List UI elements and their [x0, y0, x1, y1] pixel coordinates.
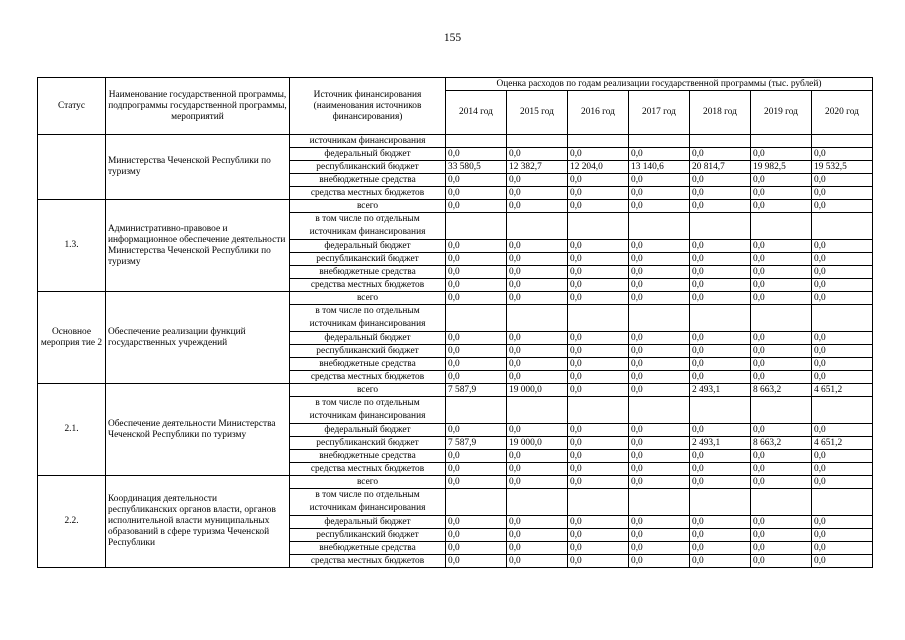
value-cell: 0,0 [690, 450, 751, 463]
value-cell: 0,0 [751, 187, 812, 200]
value-cell [690, 397, 751, 424]
value-cell: 0,0 [446, 279, 507, 292]
value-cell: 0,0 [568, 148, 629, 161]
value-cell: 0,0 [812, 450, 873, 463]
value-cell: 0,0 [751, 358, 812, 371]
funding-source-cell: федеральный бюджет [290, 516, 446, 529]
funding-source-cell: республиканский бюджет [290, 161, 446, 174]
value-cell: 0,0 [812, 358, 873, 371]
funding-source-cell: внебюджетные средства [290, 542, 446, 555]
value-cell: 0,0 [812, 292, 873, 305]
funding-source-cell: всего [290, 292, 446, 305]
value-cell [629, 135, 690, 148]
value-cell: 0,0 [446, 424, 507, 437]
funding-source-cell: источникам финансирования [290, 135, 446, 148]
funding-source-cell: в том числе по отдельным источникам финансирования [290, 305, 446, 332]
value-cell [751, 489, 812, 516]
value-cell: 7 587,9 [446, 437, 507, 450]
value-cell: 0,0 [629, 240, 690, 253]
value-cell: 0,0 [629, 476, 690, 489]
value-cell: 0,0 [690, 542, 751, 555]
source-header: Источник финансирования (наименования источников финансирования) [290, 78, 446, 135]
value-cell: 0,0 [812, 424, 873, 437]
value-cell: 0,0 [446, 345, 507, 358]
table-body [38, 135, 873, 568]
value-cell: 0,0 [568, 358, 629, 371]
funding-source-cell: в том числе по отдельным источникам финансирования [290, 489, 446, 516]
value-cell: 0,0 [690, 253, 751, 266]
value-cell: 0,0 [507, 555, 568, 568]
value-cell: 0,0 [690, 476, 751, 489]
value-cell: 4 651,2 [812, 384, 873, 397]
status-cell: 2.2. [38, 476, 106, 568]
value-cell [446, 489, 507, 516]
value-cell: 0,0 [751, 174, 812, 187]
value-cell [507, 135, 568, 148]
funding-source-cell: федеральный бюджет [290, 240, 446, 253]
value-cell: 0,0 [690, 516, 751, 529]
value-cell: 0,0 [629, 292, 690, 305]
value-cell: 0,0 [507, 476, 568, 489]
value-cell: 0,0 [568, 292, 629, 305]
year-header: 2020 год [812, 91, 873, 135]
table-row [38, 476, 873, 489]
value-cell: 0,0 [629, 266, 690, 279]
funding-source-cell: внебюджетные средства [290, 266, 446, 279]
value-cell: 8 663,2 [751, 384, 812, 397]
value-cell: 0,0 [507, 174, 568, 187]
value-cell [507, 397, 568, 424]
budget-table [37, 77, 873, 568]
name-header: Наименование государственной программы, подпрограммы государственной программы, мероприятий [106, 78, 290, 135]
program-name-cell: Административно-правовое и информационное обеспечение деятельности Министерства Чеченской Республики по туризму [106, 200, 290, 292]
value-cell: 0,0 [629, 345, 690, 358]
value-cell: 0,0 [507, 516, 568, 529]
year-header: 2019 год [751, 91, 812, 135]
value-cell: 0,0 [507, 200, 568, 213]
value-cell: 0,0 [812, 266, 873, 279]
value-cell: 0,0 [812, 200, 873, 213]
value-cell: 0,0 [568, 279, 629, 292]
status-cell: 2.1. [38, 384, 106, 476]
value-cell: 7 587,9 [446, 384, 507, 397]
value-cell: 0,0 [690, 240, 751, 253]
value-cell: 0,0 [629, 253, 690, 266]
value-cell: 0,0 [690, 463, 751, 476]
value-cell: 0,0 [568, 542, 629, 555]
value-cell: 0,0 [690, 279, 751, 292]
value-cell [446, 213, 507, 240]
value-cell: 0,0 [568, 266, 629, 279]
value-cell [568, 213, 629, 240]
funding-source-cell: внебюджетные средства [290, 358, 446, 371]
value-cell: 0,0 [507, 542, 568, 555]
value-cell: 0,0 [751, 529, 812, 542]
value-cell: 0,0 [568, 384, 629, 397]
value-cell: 0,0 [568, 187, 629, 200]
funding-source-cell: средства местных бюджетов [290, 279, 446, 292]
value-cell: 0,0 [629, 148, 690, 161]
funding-source-cell: федеральный бюджет [290, 332, 446, 345]
value-cell [690, 489, 751, 516]
value-cell: 0,0 [690, 266, 751, 279]
value-cell: 0,0 [812, 476, 873, 489]
funding-source-cell: средства местных бюджетов [290, 371, 446, 384]
value-cell: 0,0 [751, 253, 812, 266]
value-cell: 0,0 [446, 358, 507, 371]
value-cell: 0,0 [751, 463, 812, 476]
value-cell: 0,0 [690, 555, 751, 568]
value-cell: 0,0 [446, 266, 507, 279]
value-cell: 0,0 [629, 174, 690, 187]
page-number: 155 [443, 32, 462, 44]
value-cell [690, 135, 751, 148]
value-cell: 0,0 [751, 332, 812, 345]
value-cell: 2 493,1 [690, 384, 751, 397]
value-cell [568, 397, 629, 424]
value-cell [446, 397, 507, 424]
value-cell: 0,0 [568, 463, 629, 476]
value-cell: 0,0 [690, 332, 751, 345]
value-cell: 0,0 [507, 424, 568, 437]
value-cell: 0,0 [812, 148, 873, 161]
status-header: Статус [38, 78, 106, 135]
value-cell: 33 580,5 [446, 161, 507, 174]
funding-source-cell: всего [290, 476, 446, 489]
value-cell: 0,0 [507, 450, 568, 463]
value-cell: 0,0 [751, 266, 812, 279]
value-cell [446, 135, 507, 148]
value-cell: 0,0 [629, 516, 690, 529]
value-cell: 12 382,7 [507, 161, 568, 174]
value-cell: 0,0 [690, 345, 751, 358]
value-cell: 0,0 [629, 279, 690, 292]
value-cell: 0,0 [446, 187, 507, 200]
value-cell [507, 305, 568, 332]
value-cell: 0,0 [690, 424, 751, 437]
value-cell [812, 397, 873, 424]
value-cell [446, 305, 507, 332]
value-cell: 0,0 [446, 148, 507, 161]
value-cell: 0,0 [629, 332, 690, 345]
value-cell [629, 489, 690, 516]
value-cell [568, 305, 629, 332]
value-cell: 0,0 [629, 371, 690, 384]
value-cell: 0,0 [568, 516, 629, 529]
value-cell [629, 397, 690, 424]
value-cell: 0,0 [446, 240, 507, 253]
value-cell: 0,0 [751, 371, 812, 384]
funding-source-cell: всего [290, 384, 446, 397]
table-header [38, 78, 873, 135]
value-cell: 0,0 [629, 529, 690, 542]
value-cell: 19 532,5 [812, 161, 873, 174]
funding-source-cell: республиканский бюджет [290, 529, 446, 542]
value-cell: 0,0 [446, 253, 507, 266]
value-cell: 0,0 [507, 148, 568, 161]
value-cell: 0,0 [690, 529, 751, 542]
value-cell: 4 651,2 [812, 437, 873, 450]
table-row [38, 200, 873, 213]
value-cell: 0,0 [690, 187, 751, 200]
value-cell: 0,0 [690, 174, 751, 187]
value-cell: 0,0 [568, 240, 629, 253]
value-cell [568, 135, 629, 148]
value-cell [751, 213, 812, 240]
value-cell: 19 982,5 [751, 161, 812, 174]
value-cell: 0,0 [629, 358, 690, 371]
value-cell [812, 305, 873, 332]
value-cell: 0,0 [507, 253, 568, 266]
funding-source-cell: в том числе по отдельным источникам финансирования [290, 213, 446, 240]
value-cell: 0,0 [446, 476, 507, 489]
value-cell: 0,0 [568, 174, 629, 187]
year-header: 2014 год [446, 91, 507, 135]
funding-source-cell: всего [290, 200, 446, 213]
value-cell: 0,0 [507, 279, 568, 292]
funding-source-cell: средства местных бюджетов [290, 555, 446, 568]
value-cell: 0,0 [812, 345, 873, 358]
value-cell: 0,0 [751, 292, 812, 305]
value-cell: 0,0 [751, 542, 812, 555]
value-cell: 0,0 [629, 424, 690, 437]
funding-source-cell: федеральный бюджет [290, 148, 446, 161]
value-cell: 0,0 [812, 529, 873, 542]
table-row [38, 292, 873, 305]
value-cell: 0,0 [507, 332, 568, 345]
value-cell: 0,0 [751, 279, 812, 292]
value-cell: 0,0 [629, 555, 690, 568]
value-cell: 0,0 [568, 476, 629, 489]
value-cell: 0,0 [629, 450, 690, 463]
value-cell [690, 213, 751, 240]
value-cell [690, 305, 751, 332]
value-cell: 0,0 [446, 332, 507, 345]
value-cell: 0,0 [507, 266, 568, 279]
value-cell: 0,0 [568, 332, 629, 345]
value-cell: 0,0 [690, 358, 751, 371]
value-cell: 0,0 [446, 516, 507, 529]
value-cell: 0,0 [812, 516, 873, 529]
status-cell: Основное мероприя тие 2 [38, 292, 106, 384]
value-cell: 20 814,7 [690, 161, 751, 174]
year-header: 2016 год [568, 91, 629, 135]
value-cell: 0,0 [507, 187, 568, 200]
value-cell: 0,0 [446, 463, 507, 476]
program-name-cell: Обеспечение реализации функций государственных учреждений [106, 292, 290, 384]
funding-source-cell: республиканский бюджет [290, 437, 446, 450]
funding-source-cell: средства местных бюджетов [290, 463, 446, 476]
value-cell: 13 140,6 [629, 161, 690, 174]
value-cell: 0,0 [812, 332, 873, 345]
value-cell: 0,0 [751, 200, 812, 213]
value-cell: 0,0 [507, 240, 568, 253]
value-cell: 0,0 [751, 424, 812, 437]
value-cell: 0,0 [568, 424, 629, 437]
value-cell: 0,0 [507, 345, 568, 358]
value-cell: 8 663,2 [751, 437, 812, 450]
value-cell: 0,0 [568, 253, 629, 266]
funding-source-cell: средства местных бюджетов [290, 187, 446, 200]
value-cell: 0,0 [690, 292, 751, 305]
year-header: 2015 год [507, 91, 568, 135]
year-header: 2018 год [690, 91, 751, 135]
value-cell: 0,0 [751, 345, 812, 358]
value-cell [507, 213, 568, 240]
value-cell: 0,0 [568, 450, 629, 463]
value-cell: 0,0 [629, 187, 690, 200]
value-cell: 0,0 [446, 292, 507, 305]
program-name-cell: Координация деятельности республиканских органов власти, органов исполнительной власти муниципальных образований в сфере туризма Чеченской Республики [106, 476, 290, 568]
year-header: 2017 год [629, 91, 690, 135]
value-cell: 0,0 [446, 174, 507, 187]
value-cell [751, 135, 812, 148]
value-cell: 19 000,0 [507, 384, 568, 397]
value-cell: 0,0 [568, 345, 629, 358]
value-cell [751, 305, 812, 332]
value-cell: 0,0 [446, 200, 507, 213]
value-cell: 0,0 [568, 555, 629, 568]
value-cell [812, 489, 873, 516]
value-cell: 0,0 [690, 200, 751, 213]
value-cell: 0,0 [812, 371, 873, 384]
status-cell: 1.3. [38, 200, 106, 292]
value-cell [812, 135, 873, 148]
value-cell: 0,0 [568, 200, 629, 213]
value-cell: 0,0 [629, 463, 690, 476]
value-cell: 0,0 [507, 371, 568, 384]
value-cell: 0,0 [629, 384, 690, 397]
funding-source-cell: внебюджетные средства [290, 450, 446, 463]
value-cell: 0,0 [507, 292, 568, 305]
funding-source-cell: внебюджетные средства [290, 174, 446, 187]
value-cell: 0,0 [751, 450, 812, 463]
value-cell: 19 000,0 [507, 437, 568, 450]
value-cell: 0,0 [507, 463, 568, 476]
value-cell: 0,0 [568, 437, 629, 450]
value-cell: 0,0 [751, 240, 812, 253]
program-name-cell: Обеспечение деятельности Министерства Чеченской Республики по туризму [106, 384, 290, 476]
value-cell: 0,0 [446, 542, 507, 555]
value-cell: 0,0 [568, 371, 629, 384]
value-cell: 0,0 [446, 555, 507, 568]
value-cell: 0,0 [446, 529, 507, 542]
value-cell: 0,0 [629, 200, 690, 213]
funding-source-cell: в том числе по отдельным источникам финансирования [290, 397, 446, 424]
value-cell [812, 213, 873, 240]
value-cell: 0,0 [629, 437, 690, 450]
value-cell: 0,0 [446, 450, 507, 463]
value-cell: 0,0 [507, 358, 568, 371]
funding-source-cell: республиканский бюджет [290, 253, 446, 266]
value-cell: 0,0 [812, 240, 873, 253]
program-name-cell: Министерства Чеченской Республики по туризму [106, 135, 290, 200]
value-cell: 0,0 [629, 542, 690, 555]
value-cell: 0,0 [751, 516, 812, 529]
value-cell: 0,0 [812, 542, 873, 555]
value-cell [751, 397, 812, 424]
value-cell: 0,0 [446, 371, 507, 384]
value-cell: 0,0 [812, 253, 873, 266]
value-cell: 0,0 [690, 148, 751, 161]
value-cell: 0,0 [812, 279, 873, 292]
status-cell [38, 135, 106, 200]
value-cell: 2 493,1 [690, 437, 751, 450]
value-cell: 0,0 [690, 371, 751, 384]
value-cell [568, 489, 629, 516]
value-cell [507, 489, 568, 516]
value-cell: 0,0 [812, 174, 873, 187]
funding-source-cell: федеральный бюджет [290, 424, 446, 437]
funding-source-cell: республиканский бюджет [290, 345, 446, 358]
value-cell: 0,0 [812, 187, 873, 200]
value-cell [629, 305, 690, 332]
table-row [38, 135, 873, 148]
value-cell: 0,0 [751, 148, 812, 161]
estimate-header: Оценка расходов по годам реализации государственной программы (тыс. рублей) [446, 78, 873, 91]
table-row [38, 384, 873, 397]
value-cell [629, 213, 690, 240]
value-cell: 0,0 [507, 529, 568, 542]
value-cell: 0,0 [812, 555, 873, 568]
value-cell: 0,0 [812, 463, 873, 476]
value-cell: 12 204,0 [568, 161, 629, 174]
value-cell: 0,0 [568, 529, 629, 542]
value-cell: 0,0 [751, 555, 812, 568]
value-cell: 0,0 [751, 476, 812, 489]
